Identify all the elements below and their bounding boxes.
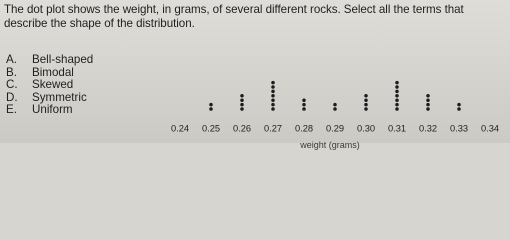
dot-mark <box>333 103 337 107</box>
dot-mark <box>395 103 399 107</box>
x-tick-label: 0.24 <box>170 123 190 134</box>
dot-mark <box>240 107 244 111</box>
dot-mark <box>426 94 430 98</box>
dot-mark <box>302 98 306 102</box>
option-a-letter: A. <box>6 53 17 66</box>
dot-mark <box>395 94 399 98</box>
dot-mark <box>395 85 399 89</box>
x-tick-label: 0.32 <box>418 123 438 134</box>
dot-mark <box>333 107 337 111</box>
dot-mark <box>364 103 368 107</box>
dot-mark <box>364 98 368 102</box>
option-c-label: Skewed <box>32 78 74 91</box>
dot-mark <box>240 94 244 98</box>
option-d-letter: D. <box>6 90 18 104</box>
dot-mark <box>271 107 275 111</box>
option-e-letter: E. <box>6 103 17 116</box>
dot-mark <box>364 94 368 98</box>
dot-mark <box>271 98 275 102</box>
x-tick-label: 0.31 <box>387 123 407 134</box>
option-e-label: Uniform <box>32 103 73 116</box>
dot-mark <box>364 107 368 111</box>
x-tick-label: 0.33 <box>449 123 469 134</box>
option-b-label: Bimodal <box>32 65 74 79</box>
dot-mark <box>457 107 461 111</box>
x-tick-label: 0.26 <box>232 123 252 134</box>
dot-mark <box>395 90 399 94</box>
option-a-label: Bell-shaped <box>32 53 94 66</box>
dot-mark <box>271 90 275 94</box>
x-axis-title: weight (grams) <box>300 140 360 150</box>
dot-mark <box>240 103 244 107</box>
option-b-letter: B. <box>6 65 17 79</box>
dot-mark <box>271 85 275 89</box>
dot-mark <box>209 103 213 107</box>
question-prompt: The dot plot shows the weight, in grams, of several different rocks. Select all the terms that describe the shape of the distribution. <box>4 3 464 30</box>
dot-mark <box>426 107 430 111</box>
x-tick-label: 0.34 <box>480 123 500 134</box>
dot-mark <box>302 107 306 111</box>
option-d-label: Symmetric <box>32 90 87 104</box>
option-c-letter: C. <box>6 78 18 91</box>
dot-mark <box>395 81 399 85</box>
dot-mark <box>271 94 275 98</box>
dot-marks <box>209 81 461 111</box>
dot-mark <box>426 98 430 102</box>
dot-mark <box>395 107 399 111</box>
dot-mark <box>271 81 275 85</box>
dot-mark <box>209 107 213 111</box>
dot-mark <box>395 98 399 102</box>
x-tick-label: 0.28 <box>294 123 314 134</box>
dot-mark <box>302 103 306 107</box>
x-tick-label: 0.25 <box>201 123 221 134</box>
x-tick-label: 0.29 <box>325 123 345 134</box>
x-tick-label: 0.30 <box>356 123 376 134</box>
dot-mark <box>426 103 430 107</box>
dot-mark <box>271 103 275 107</box>
x-tick-label: 0.27 <box>263 123 283 134</box>
dot-mark <box>240 98 244 102</box>
x-axis-ticks <box>171 124 499 134</box>
dot-mark <box>457 103 461 107</box>
